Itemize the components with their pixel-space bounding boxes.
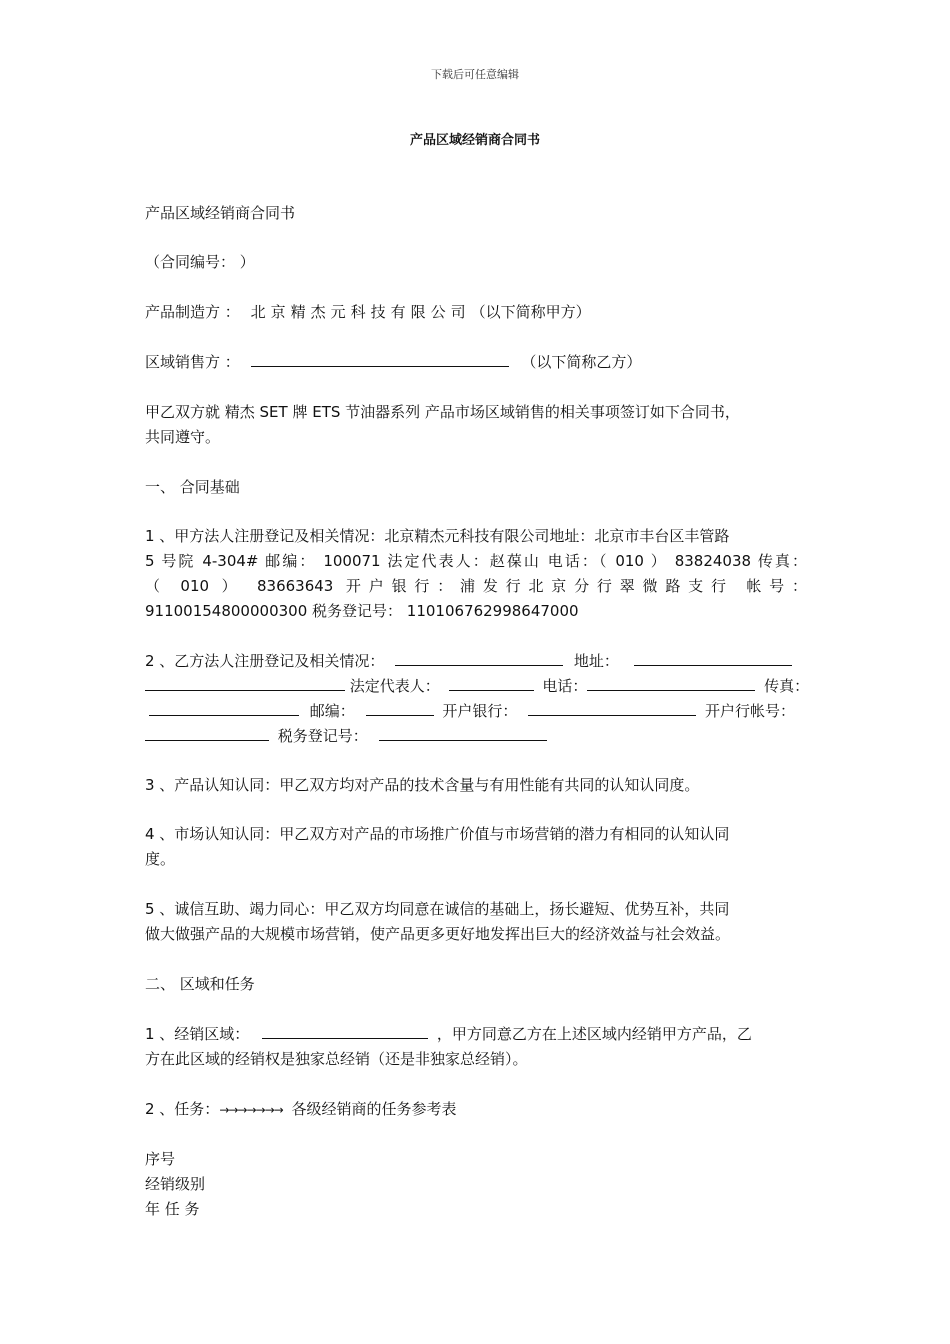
zip-blank[interactable] xyxy=(366,699,434,716)
table-header-seq: 序号 xyxy=(145,1150,176,1168)
item4-line-2: 度。 xyxy=(145,850,176,868)
item2-intro-label: 2 、乙方法人注册登记及相关情况： xyxy=(145,652,385,670)
header-note: 下载后可任意编辑 xyxy=(431,68,519,81)
tax-blank[interactable] xyxy=(379,724,547,741)
area-line-1 xyxy=(145,1022,807,1047)
address-label: 地址： xyxy=(573,652,619,670)
item2-line-2 xyxy=(145,674,810,699)
item2-line-4 xyxy=(145,724,807,749)
manufacturer-label: 产品制造方 ： xyxy=(145,303,240,321)
party-b-name-blank[interactable] xyxy=(395,649,563,666)
item1-line-3: （ 010 ） 83663643 开户银行：浦发行北京分行翠微路支行 帐号： xyxy=(145,577,807,595)
item5-line-2: 做大做强产品的大规模市场营销，使产品更多更好地发挥出巨大的经济效益与社会效益。 xyxy=(145,925,731,943)
intro-line-2: 共同遵守。 xyxy=(145,428,221,446)
item4-line-1: 4 、市场认知认同：甲乙双方对产品的市场推广价值与市场营销的潜力有相同的认知认同 xyxy=(145,825,730,843)
item5-line-1: 5 、诚信互助、竭力同心：甲乙双方均同意在诚信的基础上，扬长避短、优势互补，共同 xyxy=(145,900,730,918)
fax-label: 传真： xyxy=(764,677,810,695)
account-label: 开户行帐号： xyxy=(704,702,795,720)
task-text: 各级经销商的任务参考表 xyxy=(291,1100,457,1118)
item2-line-1 xyxy=(145,649,807,674)
rep-label: 法定代表人： xyxy=(349,677,440,695)
subtitle: 产品区域经销商合同书 xyxy=(145,204,296,222)
phone-label: 电话： xyxy=(542,677,588,695)
account-blank[interactable] xyxy=(145,724,269,741)
seller-blank[interactable] xyxy=(251,350,509,367)
table-header-level: 经销级别 xyxy=(145,1175,206,1193)
fax-blank[interactable] xyxy=(149,699,299,716)
manufacturer-suffix: （以下简称甲方） xyxy=(470,303,591,321)
manufacturer-line xyxy=(145,300,807,325)
tax-label: 税务登记号： xyxy=(277,727,368,745)
seller-label: 区域销售方 ： xyxy=(145,353,240,371)
rep-blank[interactable] xyxy=(449,674,534,691)
phone-blank[interactable] xyxy=(587,674,755,691)
document-title: 产品区域经销商合同书 xyxy=(409,133,540,148)
task-label: 2 、任务： xyxy=(145,1100,220,1118)
table-header-annual-task: 年 任 务 xyxy=(145,1200,200,1218)
area-label: 1 、经销区域： xyxy=(145,1025,250,1043)
zip-label: 邮编： xyxy=(309,702,355,720)
item1-line-1: 1 、甲方法人注册登记及相关情况：北京精杰元科技有限公司地址：北京市丰台区丰管路 xyxy=(145,527,730,545)
bank-blank[interactable] xyxy=(528,699,696,716)
area-text: ，甲方同意乙方在上述区域内经销甲方产品，乙 xyxy=(436,1025,752,1043)
item1-line-2: 5 号院 4-304# 邮编： 100071 法定代表人：赵葆山 电话：（ 010 ） 83824038 传真： xyxy=(145,552,807,570)
address-blank-2[interactable] xyxy=(145,674,345,691)
intro-line-1: 甲乙双方就 精杰 SET 牌 ETS 节油器系列 产品市场区域销售的相关事项签订如下合同书， xyxy=(145,403,740,421)
item1-line-4: 91100154800000300 税务登记号： 110106762998647000 xyxy=(145,602,579,620)
seller-line xyxy=(145,350,807,375)
address-blank-1[interactable] xyxy=(634,649,792,666)
section-2-heading: 二、 区域和任务 xyxy=(145,975,255,993)
contract-number: （合同编号： ） xyxy=(145,253,255,271)
area-blank[interactable] xyxy=(262,1022,428,1039)
area-line-2: 方在此区域的经销权是独家总经销（还是非独家总经销）。 xyxy=(145,1050,528,1068)
task-line xyxy=(145,1097,807,1123)
section-1-heading: 一、 合同基础 xyxy=(145,478,240,496)
seller-suffix: （以下简称乙方） xyxy=(521,353,642,371)
bank-label: 开户银行： xyxy=(442,702,518,720)
item2-line-3 xyxy=(145,699,807,724)
item3: 3 、产品认知认同：甲乙双方均对产品的技术含量与有用性能有共同的认知认同度。 xyxy=(145,776,700,794)
manufacturer-name: 北京精杰元科技有限公司 xyxy=(250,303,471,321)
arrow-icons: →→→→→→→ xyxy=(219,1103,283,1117)
